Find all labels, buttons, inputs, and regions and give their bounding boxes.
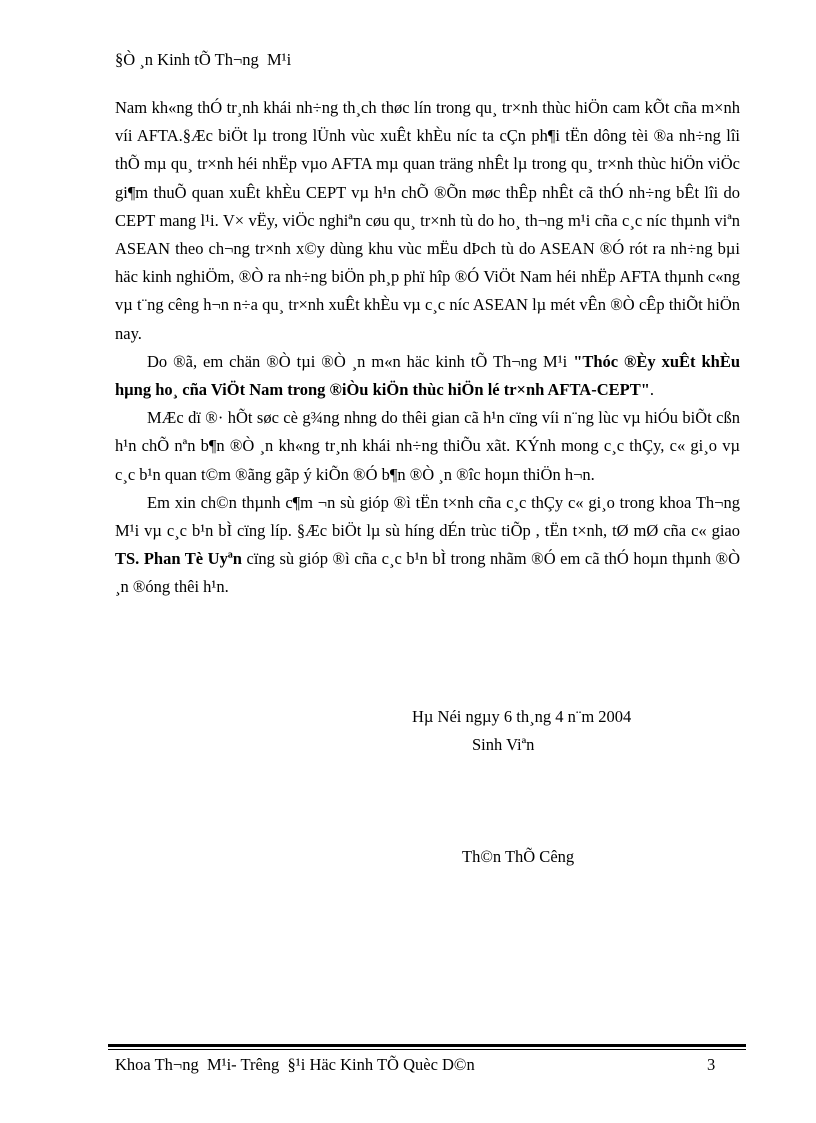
paragraph-3: MÆc dï ®· hÕt søc cè g¾ng nhng do thêi gian cã h¹n cïng víi n¨ng lùc vµ hiÓu biÕt cßn h¹n chÕ nªn b¶n ®Ò ¸n kh«ng tr¸nh khái nh÷ng thiÕu xãt. KÝnh mong c¸c thÇy, c« gi¸o vµ c¸c b¹n quan t©m ®ãng gãp ý kiÕn ®Ó b¶n ®Ò ¸n ®îc hoµn thiÖn h¬n. [115, 408, 740, 484]
page-header-title: §Ò ¸n Kinh tÕ Th¬ng M¹i [115, 50, 292, 69]
paragraph-4-end: cïng sù gióp ®ì cña c¸c b¹n bÌ trong nhãm ®Ó em cã thÓ hoµn thµnh ®Ò ¸n ®óng thêi h¹n. [115, 549, 741, 597]
paragraph-4-intro: Em xin ch©n thµnh c¶m ¬n sù gióp ®ì tËn t×nh cña c¸c thÇy c« gi¸o trong khoa Th¬ng M¹i vµ c¸c b¹n bÌ cïng líp. §Æc biÖt lµ sù híng dÉn trùc tiÕp , tËn t×nh, tØ mØ cña c« giao [115, 492, 740, 541]
paragraph-2-end: . [649, 380, 654, 400]
signature-role: Sinh Viªn [472, 735, 535, 754]
footer-rule-thin [108, 1049, 746, 1050]
paragraph-2 [115, 348, 740, 404]
footer-rule-thick [108, 1044, 746, 1047]
signature-name: Th©n ThÕ Cêng [462, 847, 575, 866]
thesis-title: "Thóc ®Èy xuÊt khÈu hµng ho¸ cña ViÖt Nam trong ®iÒu kiÖn thùc hiÖn lé tr×nh AFTA-CEPT" [115, 351, 740, 400]
page-number: 3 [707, 1055, 716, 1074]
footer-text: Khoa Th¬ng M¹i- Trêng §¹i Häc Kinh TÕ Quèc D©n [115, 1055, 475, 1074]
paragraph-4 [115, 489, 740, 602]
paragraph-1: Nam kh«ng thÓ tr¸nh khái nh÷ng th¸ch thøc lín trong qu¸ tr×nh thùc hiÖn cam kÕt cña m×nh víi AFTA.§Æc biÖt lµ trong lÜnh vùc xuÊt khÈu níc ta cÇn ph¶i tËn dông tèi ®a nh÷ng lîi thÕ mµ qu¸ tr×nh héi nhËp vµo AFTA mµ quan träng nhÊt lµ trong qu¸ tr×nh thùc hiÖn viÖc gi¶m thuÕ quan xuÊt khÈu CEPT vµ h¹n chÕ ®Õn møc thÊp nhÊt cã thÓ nh÷ng bÊt lîi do CEPT mang l¹i. V× vËy, viÖc nghiªn cøu qu¸ tr×nh tù do ho¸ th¬ng m¹i cña c¸c níc thµnh viªn ASEAN theo ch¬ng tr×nh x©y dùng khu vùc mËu dÞch tù do ASEAN ®Ó rót ra nh÷ng bµi häc kinh nghiÖm, ®Ò ra nh÷ng biÖn ph¸p phï hîp ®Ó ViÖt Nam héi nhËp AFTA thµnh c«ng vµ t¨ng cêng h¬n n÷a qu¸ tr×nh xuÊt khÈu vµ c¸c níc ASEAN lµ mét vÊn ®Ò cÊp thiÕt hiÖn nay. [115, 98, 740, 343]
signature-date: Hµ Néi ngµy 6 th¸ng 4 n¨m 2004 [412, 707, 632, 726]
paragraph-2-intro: Do ®ã, em chän ®Ò tµi ®Ò ¸n m«n häc kinh tÕ Th¬ng M¹i [147, 351, 574, 371]
document-body [115, 94, 740, 602]
advisor-name: TS. Phan Tè Uyªn [115, 549, 242, 569]
